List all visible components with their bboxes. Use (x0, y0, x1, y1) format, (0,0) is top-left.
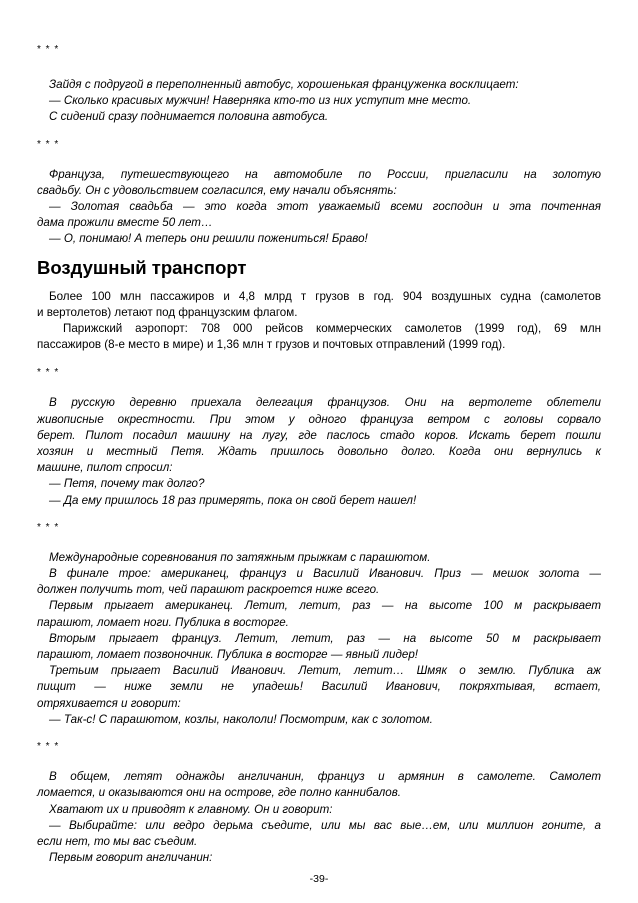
separator: * * * (37, 44, 60, 55)
text-line: и вертолетов) летают под французским флагом. (37, 305, 298, 319)
text-line: пищит — ниже земли не упадешь! Василий Иванович, покряхтывая, встает, (37, 680, 601, 694)
separator: * * * (37, 138, 60, 150)
section-body (37, 289, 601, 354)
text-line: — Так-с! С парашютом, козлы, накололи! Посмотрим, как с золотом. (49, 712, 433, 726)
text-line: должен получить тот, чей парашют раскроется ниже всего. (37, 583, 380, 597)
text-line: дама прожили вместе 50 лет… (37, 216, 213, 230)
text-line: Вторым прыгает француз. Летит, летит, раз — на высоте 50 м раскрывает (49, 631, 601, 645)
text-line: Хватают их и приводят к главному. Он и говорит: (49, 802, 333, 816)
text-line: Первым говорит англичанин: (49, 851, 213, 865)
text-line: Парижский аэропорт: 708 000 рейсов коммерческих самолетов (1999 год), 69 млн (63, 322, 601, 336)
section-heading: Воздушный транспорт (37, 256, 247, 278)
text-line: если нет, то мы вас съедим. (37, 834, 198, 848)
text-line: берет. Пилот посадил машину на лугу, где паслось стадо коров. Искать берет пошли (37, 428, 601, 442)
text-line: Француза, путешествующего на автомобиле по России, пригласили на золотую (49, 167, 601, 181)
text-line: — Золотая свадьба — это когда этот уважаемый всеми господин и эта почтенная (49, 200, 601, 214)
text-line: — Да ему пришлось 18 раз примерять, пока он свой берет нашел! (49, 493, 417, 507)
joke-block-4 (37, 550, 601, 728)
text-line: — Выбирайте: или ведро дерьма съедите, или мы вас вые…ем, или миллион гоните, а (49, 818, 601, 832)
joke-block-5 (37, 769, 601, 866)
text-line: Третьим прыгает Василий Иванович. Летит, летит… Шмяк о землю. Публика аж (49, 664, 601, 678)
text-line: хозяин и местный Петя. Ждать пришлось довольно долго. Когда они вернулись к (37, 445, 601, 459)
document-page (37, 38, 601, 866)
text-line: отряхивается и говорит: (37, 696, 181, 710)
text-line: В русскую деревню приехала делегация французов. Они на вертолете облетели (49, 396, 601, 410)
text-line: парашют, ломает ноги. Публика в восторге. (37, 615, 289, 629)
separator: * * * (37, 367, 60, 379)
text-line: машине, пилот спросил: (37, 461, 173, 475)
text-line: — Петя, почему так долго? (49, 477, 205, 491)
text-line: свадьбу. Он с удовольствием согласился, ему начали объяснять: (37, 183, 397, 197)
joke-block-2 (37, 167, 601, 248)
separator: * * * (37, 521, 60, 533)
text-line: В финале трое: американец, француз и Василий Иванович. Приз — мешок золота — (49, 567, 601, 581)
text-line: — О, понимаю! А теперь они решили пожениться! Браво! (49, 232, 368, 246)
text-line: — Сколько красивых мужчин! Наверняка кто-то из них уступит мне место. (49, 94, 472, 108)
joke-block-3 (37, 395, 601, 508)
text-line: В общем, летят однажды англичанин, француз и армянин в самолете. Самолет (49, 770, 601, 784)
text-line: Зайдя с подругой в переполненный автобус, хорошенькая француженка восклицает: (49, 78, 519, 91)
separator: * * * (37, 741, 60, 753)
text-line: Первым прыгает американец. Летит, летит, раз — на высоте 100 м раскрывает (49, 599, 601, 613)
text-line: пассажиров (8-е место в мире) и 1,36 млн т грузов и почтовых отправлений (1999 год). (37, 338, 506, 352)
text-line: С сидений сразу поднимается половина автобуса. (49, 110, 329, 124)
text-line: живописные окрестности. При этом у одного француза ветром с головы сорвало (37, 412, 601, 426)
text-line: парашют, ломает позвоночник. Публика в восторге — явный лидер! (37, 648, 418, 662)
joke-block-1 (37, 77, 601, 126)
text-line: ломается, и оказываются они на острове, где полно каннибалов. (37, 786, 402, 800)
text-line: Международные соревнования по затяжным прыжкам с парашютом. (49, 550, 431, 564)
text-line: Более 100 млн пассажиров и 4,8 млрд т грузов в год. 904 воздушных судна (самолетов (49, 289, 601, 303)
page-number: -39- (309, 873, 329, 885)
